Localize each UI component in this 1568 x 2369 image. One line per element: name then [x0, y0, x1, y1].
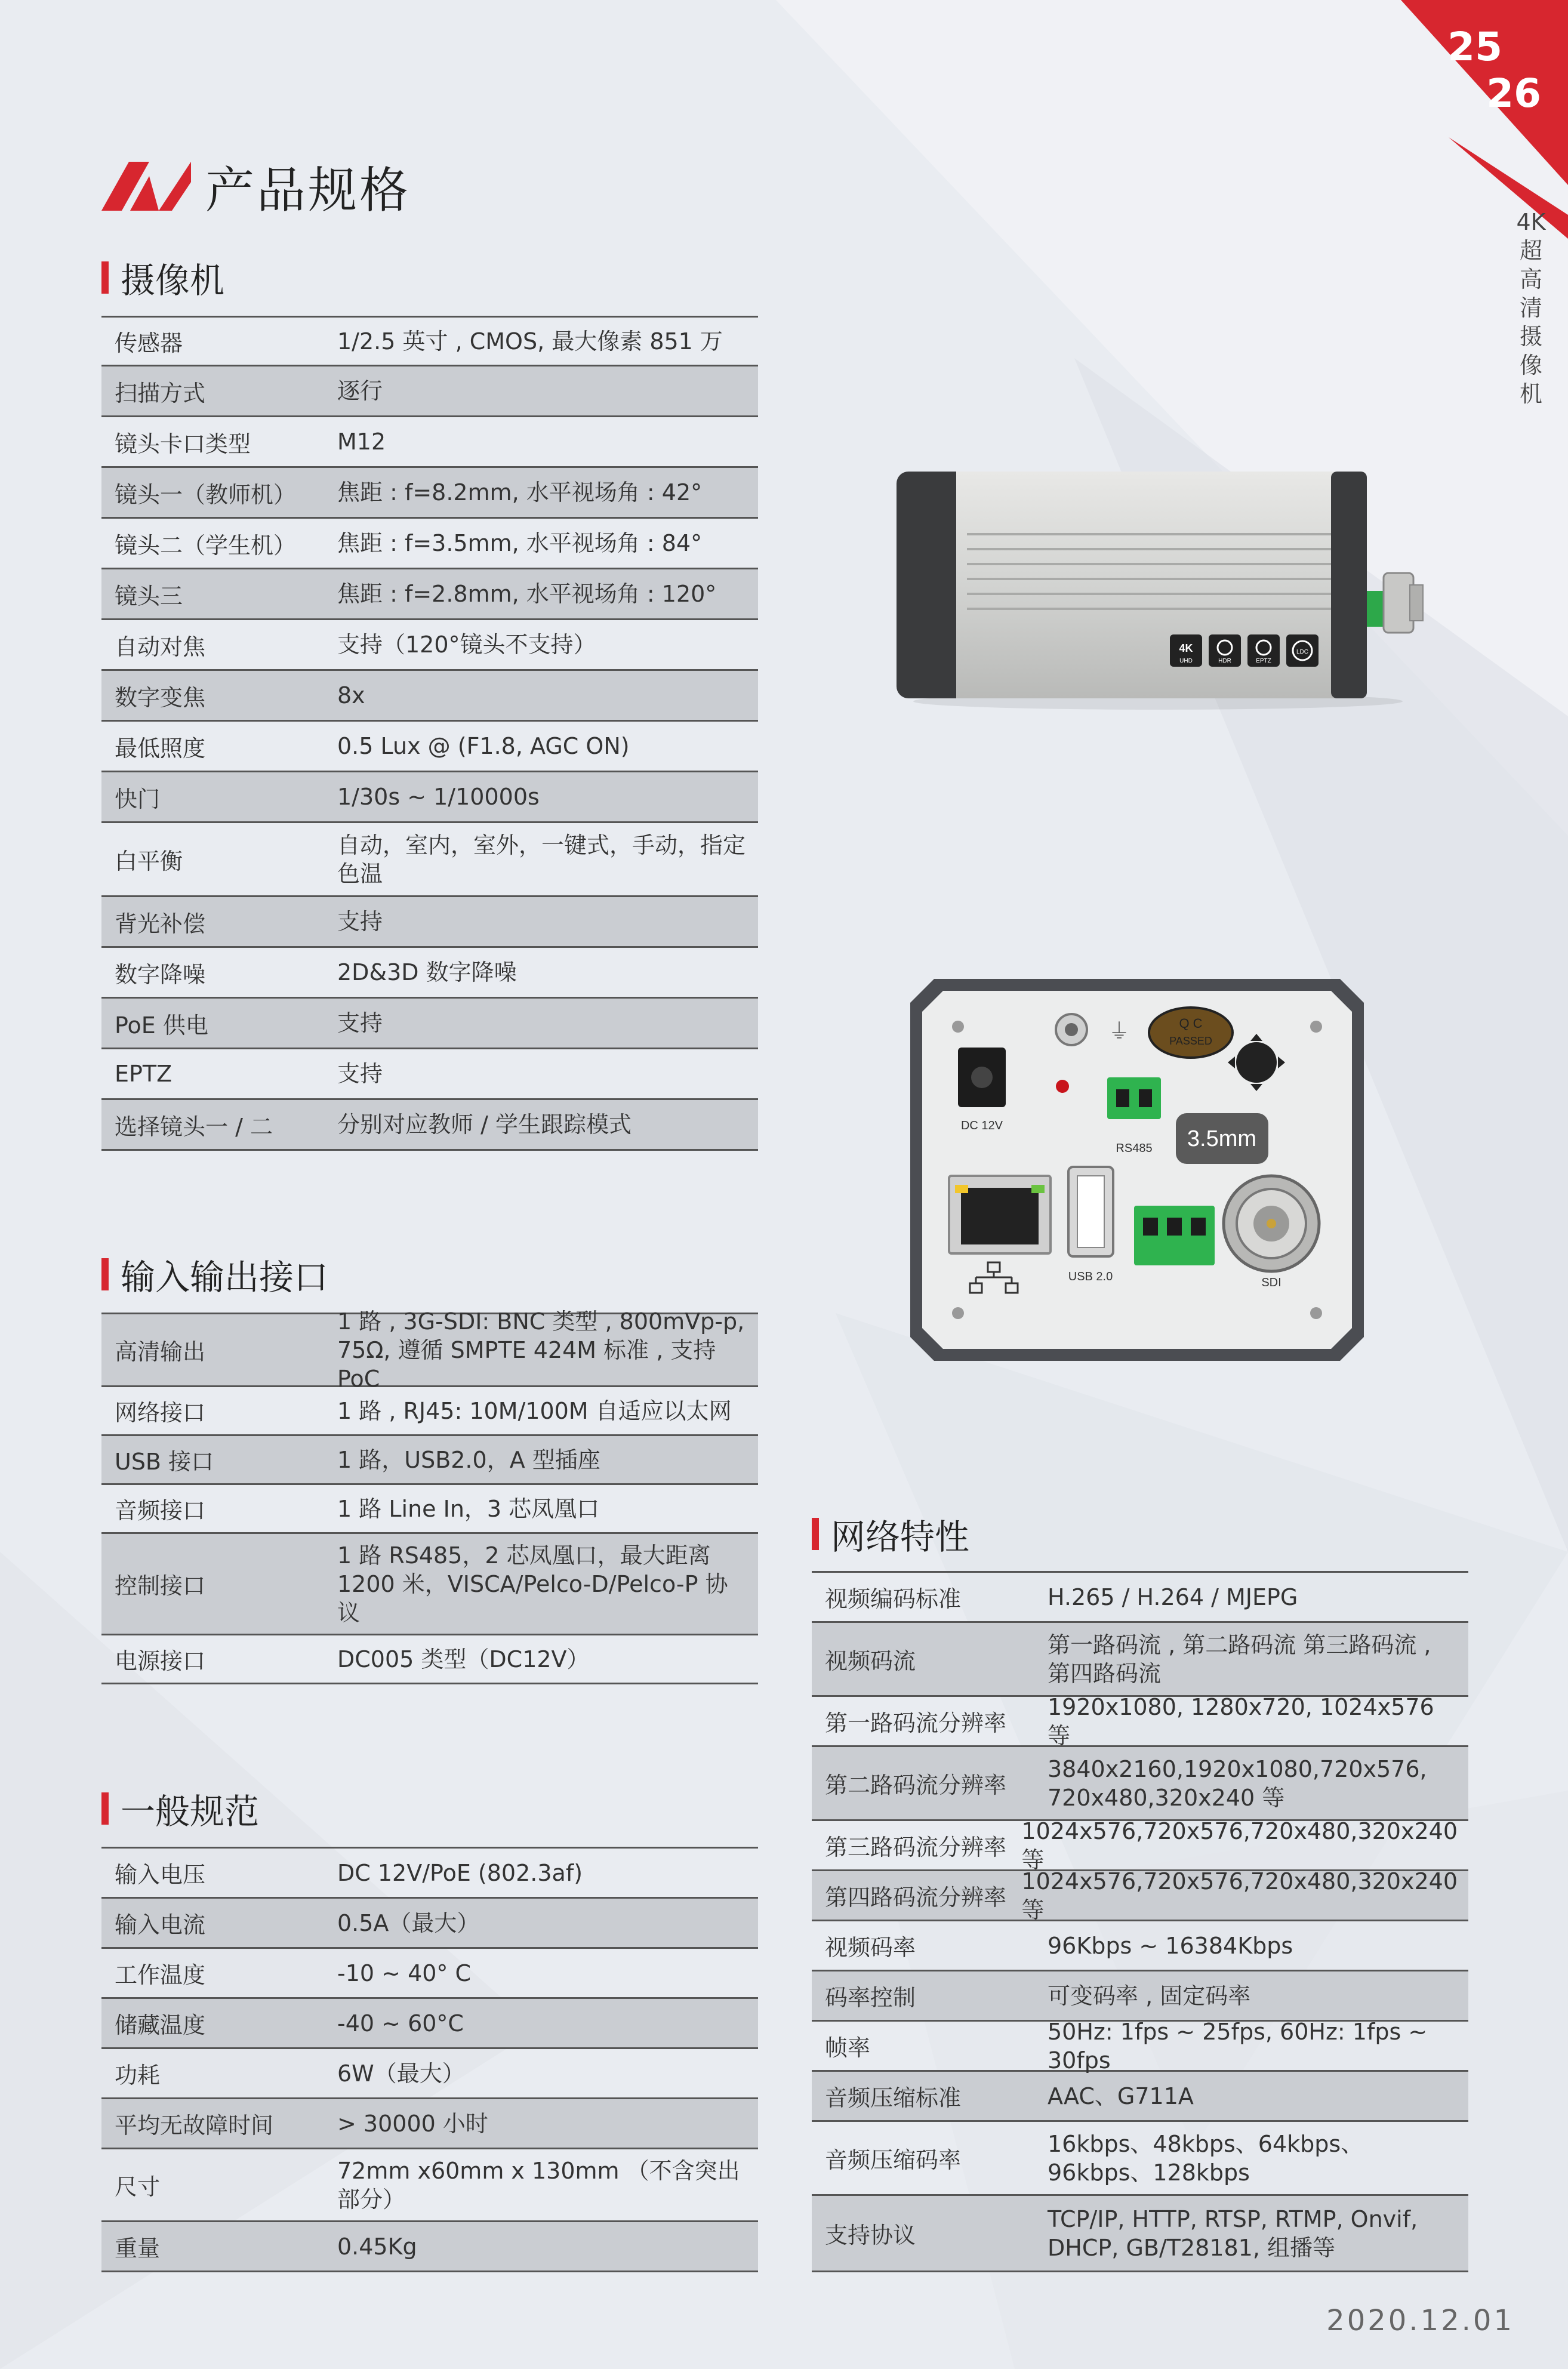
spec-value: 1 路，USB2.0，A 型插座 — [337, 1446, 600, 1473]
table-row — [101, 366, 758, 417]
spec-value: 1024x576,720x576,720x480,320x240 等 — [1021, 1817, 1458, 1873]
table-row — [101, 318, 758, 366]
badge-4k: 4K — [1179, 642, 1193, 654]
table-row — [101, 569, 758, 620]
table-row — [812, 1921, 1468, 1971]
spec-label: 选择镜头一 / 二 — [115, 1113, 273, 1140]
table-row — [812, 2072, 1468, 2122]
table-row — [812, 2196, 1468, 2272]
spec-value: M12 — [337, 429, 386, 455]
spec-value: 支持（120°镜头不支持） — [337, 631, 596, 658]
general-spec-table — [101, 1847, 758, 2272]
page-header — [101, 156, 411, 219]
spec-label: 第二路码流分辨率 — [825, 1772, 1007, 1798]
spec-label: 镜头一（教师机） — [115, 481, 297, 508]
spec-value: 0.45Kg — [337, 2233, 417, 2260]
spec-label: 码率控制 — [825, 1985, 916, 2011]
spec-value: 1920x1080, 1280x720, 1024x576 等 — [1048, 1693, 1434, 1749]
spec-label: 重量 — [115, 2235, 161, 2262]
table-row — [101, 1100, 758, 1151]
spec-label: 帧率 — [825, 2035, 871, 2061]
table-row — [101, 519, 758, 569]
spec-value: 支持 — [337, 908, 383, 935]
spec-label: 镜头三 — [115, 583, 183, 609]
table-row — [101, 1387, 758, 1436]
table-row — [101, 671, 758, 722]
side-vertical-title — [1513, 208, 1549, 408]
table-row — [101, 897, 758, 948]
section-title: 一般规范 — [121, 1791, 260, 1832]
section-title: 网络特性 — [831, 1517, 970, 1557]
spec-label: 快门 — [115, 785, 161, 812]
spec-value: 8x — [337, 682, 365, 708]
table-row — [101, 1635, 758, 1684]
spec-value: -40 ~ 60°C — [337, 2010, 464, 2037]
spec-value: 1 路 RS485，2 芯凤凰口，最大距离 1200 米，VISCA/Pelco-D/Pelco-P 协议 — [337, 1542, 728, 1626]
spec-label: 音频压缩标准 — [825, 2085, 962, 2111]
side-title-char: 像 — [1519, 352, 1542, 378]
page-number-left: 25 — [1447, 24, 1502, 70]
side-title-char: 超 — [1519, 238, 1542, 264]
spec-value: TCP/IP, HTTP, RTSP, RTMP, Onvif, DHCP, GB/T28181, 组播等 — [1048, 2205, 1418, 2261]
spec-value: 2D&3D 数字降噪 — [337, 959, 517, 985]
table-row — [101, 417, 758, 468]
section-header — [101, 254, 758, 301]
spec-value: 焦距 : f=8.2mm, 水平视场角 : 42° — [337, 479, 703, 506]
spec-label: 高清输出 — [115, 1339, 206, 1365]
spec-value: 自动，室内，室外，一键式，手动，指定色温 — [337, 831, 746, 887]
spec-label: 储藏温度 — [115, 2012, 206, 2038]
spec-value: -10 ~ 40° C — [337, 1960, 472, 1986]
spec-label: 视频编码标准 — [825, 1586, 962, 1612]
spec-value: 逐行 — [337, 378, 383, 404]
table-row — [101, 1999, 758, 2049]
side-title-char: 摄 — [1519, 324, 1542, 350]
table-row — [101, 468, 758, 519]
page-number-right: 26 — [1486, 70, 1541, 116]
ground-icon: ⏚ — [1108, 1019, 1130, 1044]
table-row — [812, 1623, 1468, 1697]
spec-value: 1/30s ~ 1/10000s — [337, 784, 540, 810]
spec-value: > 30000 小时 — [337, 2110, 488, 2137]
usb-label: USB 2.0 — [1068, 1270, 1113, 1283]
section-accent-bar — [101, 1792, 109, 1825]
spec-label: 功耗 — [115, 2062, 161, 2088]
general-section — [101, 1785, 758, 2272]
spec-value: 1024x576,720x576,720x480,320x240 等 — [1021, 1868, 1458, 1923]
table-row — [812, 1747, 1468, 1821]
spec-value: 6W（最大） — [337, 2060, 465, 2087]
spec-value: 1 路 , RJ45: 10M/100M 自适应以太网 — [337, 1397, 732, 1424]
rs485-label: RS485 — [1116, 1142, 1153, 1155]
section-header — [101, 1250, 758, 1298]
spec-label: 数字变焦 — [115, 684, 206, 711]
table-row — [101, 1534, 758, 1635]
side-title-char: 4K — [1516, 209, 1546, 235]
section-title: 摄像机 — [121, 260, 225, 301]
spec-label: 控制接口 — [115, 1573, 206, 1599]
spec-label: 输入电压 — [115, 1862, 206, 1888]
table-row — [101, 2149, 758, 2222]
spec-label: 输入电流 — [115, 1912, 206, 1938]
network-section — [812, 1510, 1468, 2272]
camera-side-image — [889, 466, 1427, 716]
table-row — [101, 2099, 758, 2149]
spec-label: 平均无故障时间 — [115, 2112, 274, 2139]
spec-label: 自动对焦 — [115, 633, 206, 660]
spec-label: 数字降噪 — [115, 961, 206, 988]
spec-label: 支持协议 — [825, 2222, 916, 2248]
table-row — [812, 1971, 1468, 2022]
spec-label: 传感器 — [115, 330, 183, 356]
spec-label: 镜头二（学生机） — [115, 532, 297, 559]
spec-label: 网络接口 — [115, 1400, 206, 1426]
spec-value: 第一路码流 , 第二路码流 第三路码流 , 第四路码流 — [1048, 1631, 1431, 1687]
spec-label: 第三路码流分辨率 — [825, 1834, 1007, 1860]
spec-label: 第一路码流分辨率 — [825, 1710, 1007, 1736]
footer-date: 2020.12.01 — [1326, 2304, 1514, 2337]
spec-value: 0.5A（最大） — [337, 1909, 480, 1936]
spec-value: 72mm x60mm x 130mm （不含突出部分） — [337, 2157, 740, 2213]
spec-label: 白平衡 — [115, 848, 183, 874]
section-accent-bar — [101, 261, 109, 294]
table-row — [101, 1308, 758, 1392]
table-row — [101, 948, 758, 999]
badge-uhd: UHD — [1179, 658, 1193, 664]
table-row — [812, 1693, 1468, 1749]
spec-value: 分别对应教师 / 学生跟踪模式 — [337, 1111, 631, 1138]
table-row — [812, 2122, 1468, 2196]
spec-label: 背光补偿 — [115, 910, 206, 937]
table-row — [101, 1436, 758, 1485]
table-row — [101, 1049, 758, 1100]
spec-value: 50Hz: 1fps ~ 25fps, 60Hz: 1fps ~ 30fps — [1048, 2018, 1428, 2074]
camera-spec-table — [101, 316, 758, 1151]
dc-label: DC 12V — [960, 1119, 1003, 1132]
spec-label: PoE 供电 — [115, 1012, 208, 1039]
spec-label: 第四路码流分辨率 — [825, 1884, 1007, 1911]
table-row — [101, 2222, 758, 2272]
spec-value: 0.5 Lux @ (F1.8, AGC ON) — [337, 733, 630, 759]
table-row — [101, 1899, 758, 1949]
table-row — [812, 1573, 1468, 1623]
badge-eptz: EPTZ — [1256, 658, 1271, 664]
spec-value: 96Kbps ~ 16384Kbps — [1048, 1932, 1293, 1959]
page-title: 产品规格 — [205, 162, 411, 219]
spec-label: 镜头卡口类型 — [115, 430, 251, 457]
table-row — [101, 1949, 758, 1999]
spec-label: 工作温度 — [115, 1962, 206, 1988]
spec-value: 焦距 : f=2.8mm, 水平视场角 : 120° — [337, 581, 717, 607]
section-accent-bar — [812, 1518, 819, 1550]
spec-label: 扫描方式 — [115, 380, 206, 406]
spec-value: 支持 — [337, 1010, 383, 1036]
spec-value: 3840x2160,1920x1080,720x576, 720x480,320x240 等 — [1048, 1755, 1427, 1811]
table-row — [812, 1817, 1468, 1873]
table-row — [101, 620, 758, 671]
side-title-char: 清 — [1519, 295, 1542, 321]
io-spec-table — [101, 1308, 758, 1684]
spec-value: 1/2.5 英寸 , CMOS, 最大像素 851 万 — [337, 328, 723, 355]
spec-label: EPTZ — [115, 1061, 172, 1087]
spec-label: 视频码流 — [825, 1648, 916, 1674]
spec-value: 16kbps、48kbps、64kbps、 96kbps、128kbps — [1048, 2130, 1364, 2186]
section-header — [101, 1785, 758, 1832]
spec-value: 1 路 Line In，3 芯凤凰口 — [337, 1495, 600, 1522]
table-row — [101, 2049, 758, 2099]
table-row — [101, 1485, 758, 1534]
camera-back-image — [910, 979, 1364, 1361]
table-row — [812, 2018, 1468, 2074]
spec-label: 视频码率 — [825, 1934, 916, 1961]
section-accent-bar — [101, 1258, 109, 1290]
table-row — [101, 1849, 758, 1899]
passed-label: PASSED — [1169, 1035, 1212, 1047]
spec-value: AAC、G711A — [1048, 2082, 1194, 2109]
table-row — [101, 722, 758, 772]
table-row — [101, 823, 758, 897]
spec-value: 1 路 , 3G-SDI: BNC 类型 , 800mVp-p, 75Ω, 遵循 SMPTE 424M 标准 , 支持 PoC — [337, 1308, 745, 1392]
table-row — [101, 999, 758, 1049]
spec-label: 尺寸 — [115, 2174, 161, 2200]
spec-label: 电源接口 — [115, 1648, 206, 1674]
table-row — [101, 772, 758, 823]
spec-value: H.265 / H.264 / MJEPG — [1048, 1584, 1298, 1610]
spec-value: DC005 类型（DC12V） — [337, 1646, 590, 1672]
side-title-char: 机 — [1519, 381, 1542, 407]
spec-value: DC 12V/PoE (802.3af) — [337, 1859, 583, 1886]
spec-value: 焦距 : f=3.5mm, 水平视场角 : 84° — [337, 530, 703, 556]
qc-label: Q C — [1179, 1016, 1203, 1031]
spec-label: 最低照度 — [115, 735, 206, 762]
badge-ldc: LDC — [1296, 649, 1309, 655]
logo-mark-icon — [101, 162, 191, 211]
badge-hdr: HDR — [1218, 658, 1231, 664]
sdi-label: SDI — [1261, 1276, 1281, 1289]
spec-label: 音频接口 — [115, 1498, 206, 1524]
spec-value: 可变码率 , 固定码率 — [1048, 1982, 1251, 2009]
table-row — [812, 1868, 1468, 1923]
section-title: 输入输出接口 — [121, 1257, 329, 1298]
section-header — [812, 1510, 1468, 1558]
spec-value: 支持 — [337, 1061, 383, 1087]
lens-label: 3.5mm — [1187, 1126, 1257, 1151]
io-section — [101, 1250, 758, 1684]
camera-section — [101, 254, 758, 1151]
network-spec-table — [812, 1571, 1468, 2272]
spec-label: 音频压缩码率 — [825, 2147, 962, 2173]
spec-label: USB 接口 — [115, 1449, 214, 1475]
side-title-char: 高 — [1519, 266, 1542, 292]
